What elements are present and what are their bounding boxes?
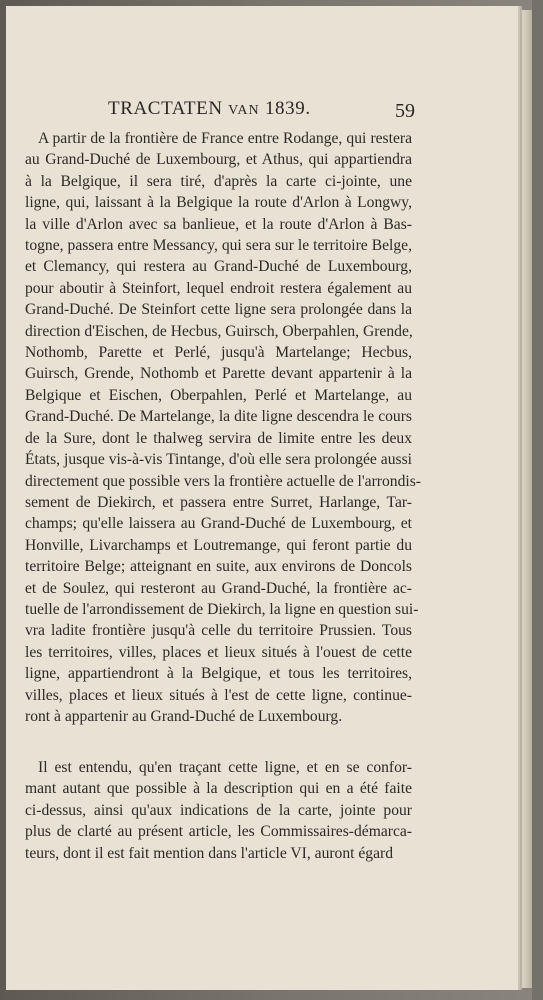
text-line: Grand-Duché. De Steinfort cette ligne sera prolongée dans la: [25, 301, 412, 319]
text-line: plus de clarté au présent article, les Commissaires-démarca-: [25, 823, 412, 841]
header-title-main: TRACTATEN: [108, 98, 229, 119]
text-line: villes, places et lieux situés à l'est de cette ligne, continue-: [25, 686, 412, 704]
text-line: A partir de la frontière de France entre Rodange, qui restera: [38, 130, 412, 147]
text-line: de la Sure, dont le thalweg servira de limite entre les deux: [25, 429, 412, 447]
text-line: champs; qu'elle laissera au Grand-Duché de Luxembourg, et: [25, 515, 412, 533]
header-title-year: 1839.: [259, 98, 311, 119]
text-line: tuelle de l'arrondissement de Diekirch, la ligne en question sui-: [25, 600, 419, 618]
text-line: Guirsch, Grende, Nothomb et Parette devant appartenir à la: [25, 365, 412, 383]
text-line: Grand-Duché. De Martelange, la dite ligne descendra le cours: [25, 408, 412, 426]
text-line: mant autant que possible à la description qui en a été faite: [25, 780, 412, 798]
text-line: ront à appartenir au Grand-Duché de Luxembourg.: [25, 707, 343, 725]
text-line: Il est entendu, qu'en traçant cette ligne, et en se confor-: [38, 759, 412, 776]
text-line: au Grand-Duché de Luxembourg, et Athus, qui appartiendra: [25, 151, 412, 169]
text-line: les territoires, villes, places et lieux situés à l'ouest de cette: [25, 643, 412, 661]
text-line: Nothomb, Parette et Perlé, jusqu'à Martelange; Hecbus,: [25, 344, 412, 362]
page-edge: [518, 10, 532, 988]
text-line: sement de Diekirch, et passera entre Surret, Harlange, Tar-: [25, 493, 412, 511]
text-line: vra ladite frontière jusqu'à celle du territoire Prussien. Tous: [25, 622, 412, 640]
page-number: 59: [395, 100, 415, 122]
text-line: Belgique et Eischen, Oberpahlen, Perlé et Martelange, au: [25, 386, 412, 404]
text-line: ci-dessus, ainsi qu'aux indications de la carte, jointe pour: [25, 801, 412, 819]
text-line: et de Soulez, qui resteront au Grand-Duché, la frontière ac-: [25, 579, 412, 597]
text-line: teurs, dont il est fait mention dans l'article VI, auront égard: [25, 844, 394, 862]
running-header: [108, 98, 438, 124]
text-line: directement que possible vers la frontière actuelle de l'arrondis-: [25, 472, 421, 490]
text-line: territoire Belge; atteignant en suite, aux environs de Doncols: [25, 558, 412, 576]
text-line: États, jusque vis-à-vis Tintange, d'où elle sera prolongée aussi: [25, 451, 412, 469]
text-line: Honville, Livarchamps et Loutremange, qui feront partie du: [25, 536, 412, 554]
text-line: togne, passera entre Messancy, qui sera sur le territoire Belge,: [25, 237, 412, 255]
header-title: [108, 98, 311, 120]
paragraph-commissioners: [25, 757, 412, 864]
text-line: ligne, appartiendront à la Belgique, et tous les territoires,: [25, 665, 412, 683]
text-line: pour aboutir à Steinfort, lequel endroit restera également au: [25, 279, 412, 297]
text-line: et Clemancy, qui restera au Grand-Duché de Luxembourg,: [25, 258, 412, 276]
paragraph-boundary-description: [25, 128, 421, 727]
text-line: ligne, qui, laissant à la Belgique la route d'Arlon à Longwy,: [25, 194, 412, 212]
text-line: la ville d'Arlon avec sa banlieue, et la route d'Arlon à Bas-: [25, 215, 412, 233]
header-title-van: VAN: [228, 103, 260, 118]
text-line: à la Belgique, il sera tiré, d'après la carte ci-jointe, une: [25, 172, 412, 190]
text-line: direction d'Eischen, de Hecbus, Guirsch, Oberpahlen, Grende,: [25, 322, 413, 340]
scan-border: [532, 0, 543, 1000]
